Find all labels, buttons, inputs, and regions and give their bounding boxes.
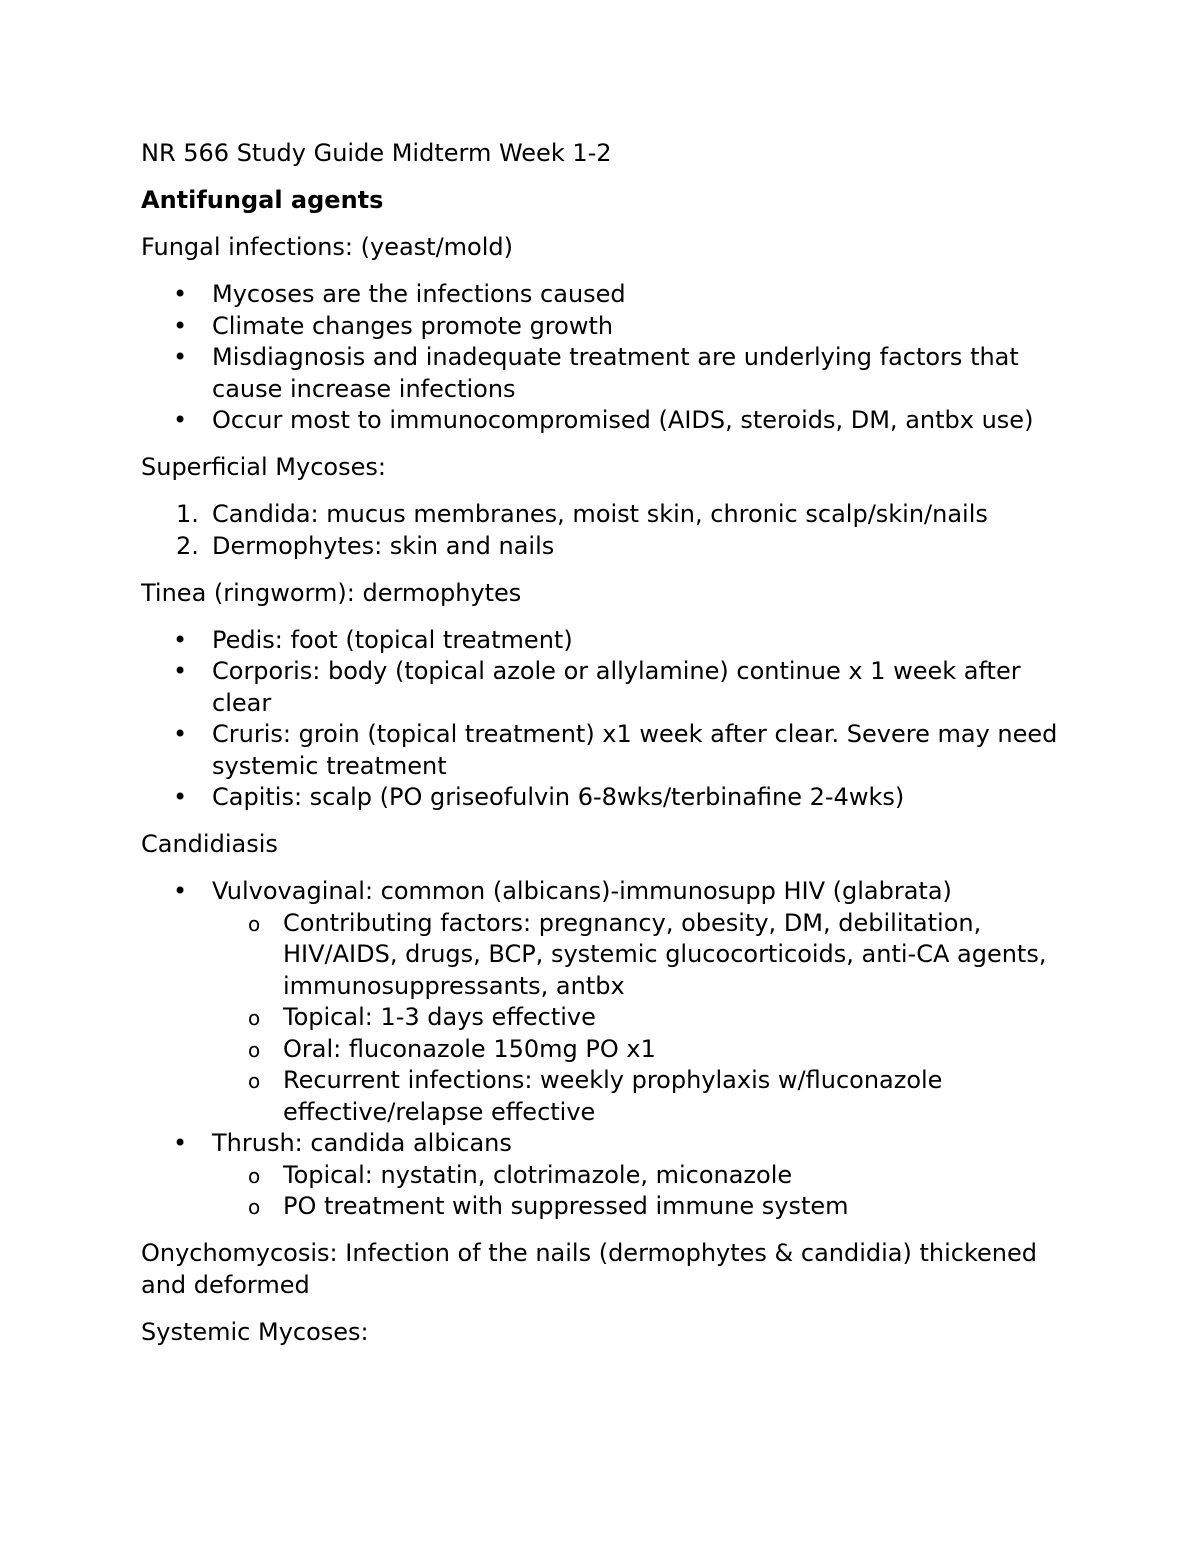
document-page xyxy=(141,138,1061,1364)
numbered-item xyxy=(141,499,1061,531)
sub-list-item: o Topical: nystatin, clotrimazole, miconazole xyxy=(212,1160,1061,1192)
onychomycosis-paragraph: Onychomycosis: Infection of the nails (dermophytes & candidia) thickened and deformed xyxy=(141,1239,1038,1299)
list-item: • Misdiagnosis and inadequate treatment are underlying factors that cause increase infections xyxy=(141,342,1061,405)
tinea-list xyxy=(141,625,1061,814)
sub-list-item: o Recurrent infections: weekly prophylaxis w/fluconazole effective/relapse effective xyxy=(212,1065,1061,1128)
fungal-infections-heading: Fungal infections: (yeast/mold) xyxy=(141,233,513,261)
item-text: Candida: mucus membranes, moist skin, chronic scalp/skin/nails xyxy=(212,500,988,528)
list-item: • Pedis: foot (topical treatment) xyxy=(141,625,1061,657)
section-heading: Antifungal agents xyxy=(141,186,384,214)
sub-list-item: o Topical: 1-3 days effective xyxy=(212,1002,1061,1034)
document-title: NR 566 Study Guide Midterm Week 1-2 xyxy=(141,139,612,167)
sub-list-item: o PO treatment with suppressed immune system xyxy=(212,1191,1061,1223)
candidiasis-list xyxy=(141,876,1061,1223)
list-item: • Corporis: body (topical azole or allylamine) continue x 1 week after clear xyxy=(141,656,1061,719)
thrush-sublist xyxy=(212,1160,1061,1223)
list-item-thrush xyxy=(141,1128,1061,1223)
list-item: • Climate changes promote growth xyxy=(141,311,1061,343)
list-item: • Cruris: groin (topical treatment) x1 week after clear. Severe may need systemic treatment xyxy=(141,719,1061,782)
item-label: Thrush: candida albicans xyxy=(212,1129,512,1157)
sub-list-item: o Oral: fluconazole 150mg PO x1 xyxy=(212,1034,1061,1066)
superficial-mycoses-heading: Superficial Mycoses: xyxy=(141,453,386,481)
list-item: • Occur most to immunocompromised (AIDS, steroids, DM, antbx use) xyxy=(141,405,1061,437)
tinea-heading: Tinea (ringworm): dermophytes xyxy=(141,578,522,607)
fungal-infections-list xyxy=(141,279,1061,437)
list-item: • Mycoses are the infections caused xyxy=(141,279,1061,311)
item-number: 1. xyxy=(176,500,199,528)
item-label: Vulvovaginal: common (albicans)-immunosupp HIV (glabrata) xyxy=(212,877,952,905)
item-text: Dermophytes: skin and nails xyxy=(212,531,555,560)
sub-list-item: o Contributing factors: pregnancy, obesity, DM, debilitation, HIV/AIDS, drugs, BCP, systemic glucocorticoids, anti-CA agents, immunosuppressants, antbx xyxy=(212,908,1061,1003)
list-item: • Capitis: scalp (PO griseofulvin 6-8wks/terbinafine 2-4wks) xyxy=(141,782,1061,814)
vulvovaginal-sublist xyxy=(212,908,1061,1129)
superficial-mycoses-list xyxy=(141,499,1061,562)
systemic-mycoses-heading: Systemic Mycoses: xyxy=(141,1317,369,1346)
numbered-item xyxy=(141,531,1061,563)
list-item-vulvovaginal xyxy=(141,876,1061,1128)
candidiasis-heading: Candidiasis xyxy=(141,830,278,858)
item-number: 2. xyxy=(176,531,199,560)
